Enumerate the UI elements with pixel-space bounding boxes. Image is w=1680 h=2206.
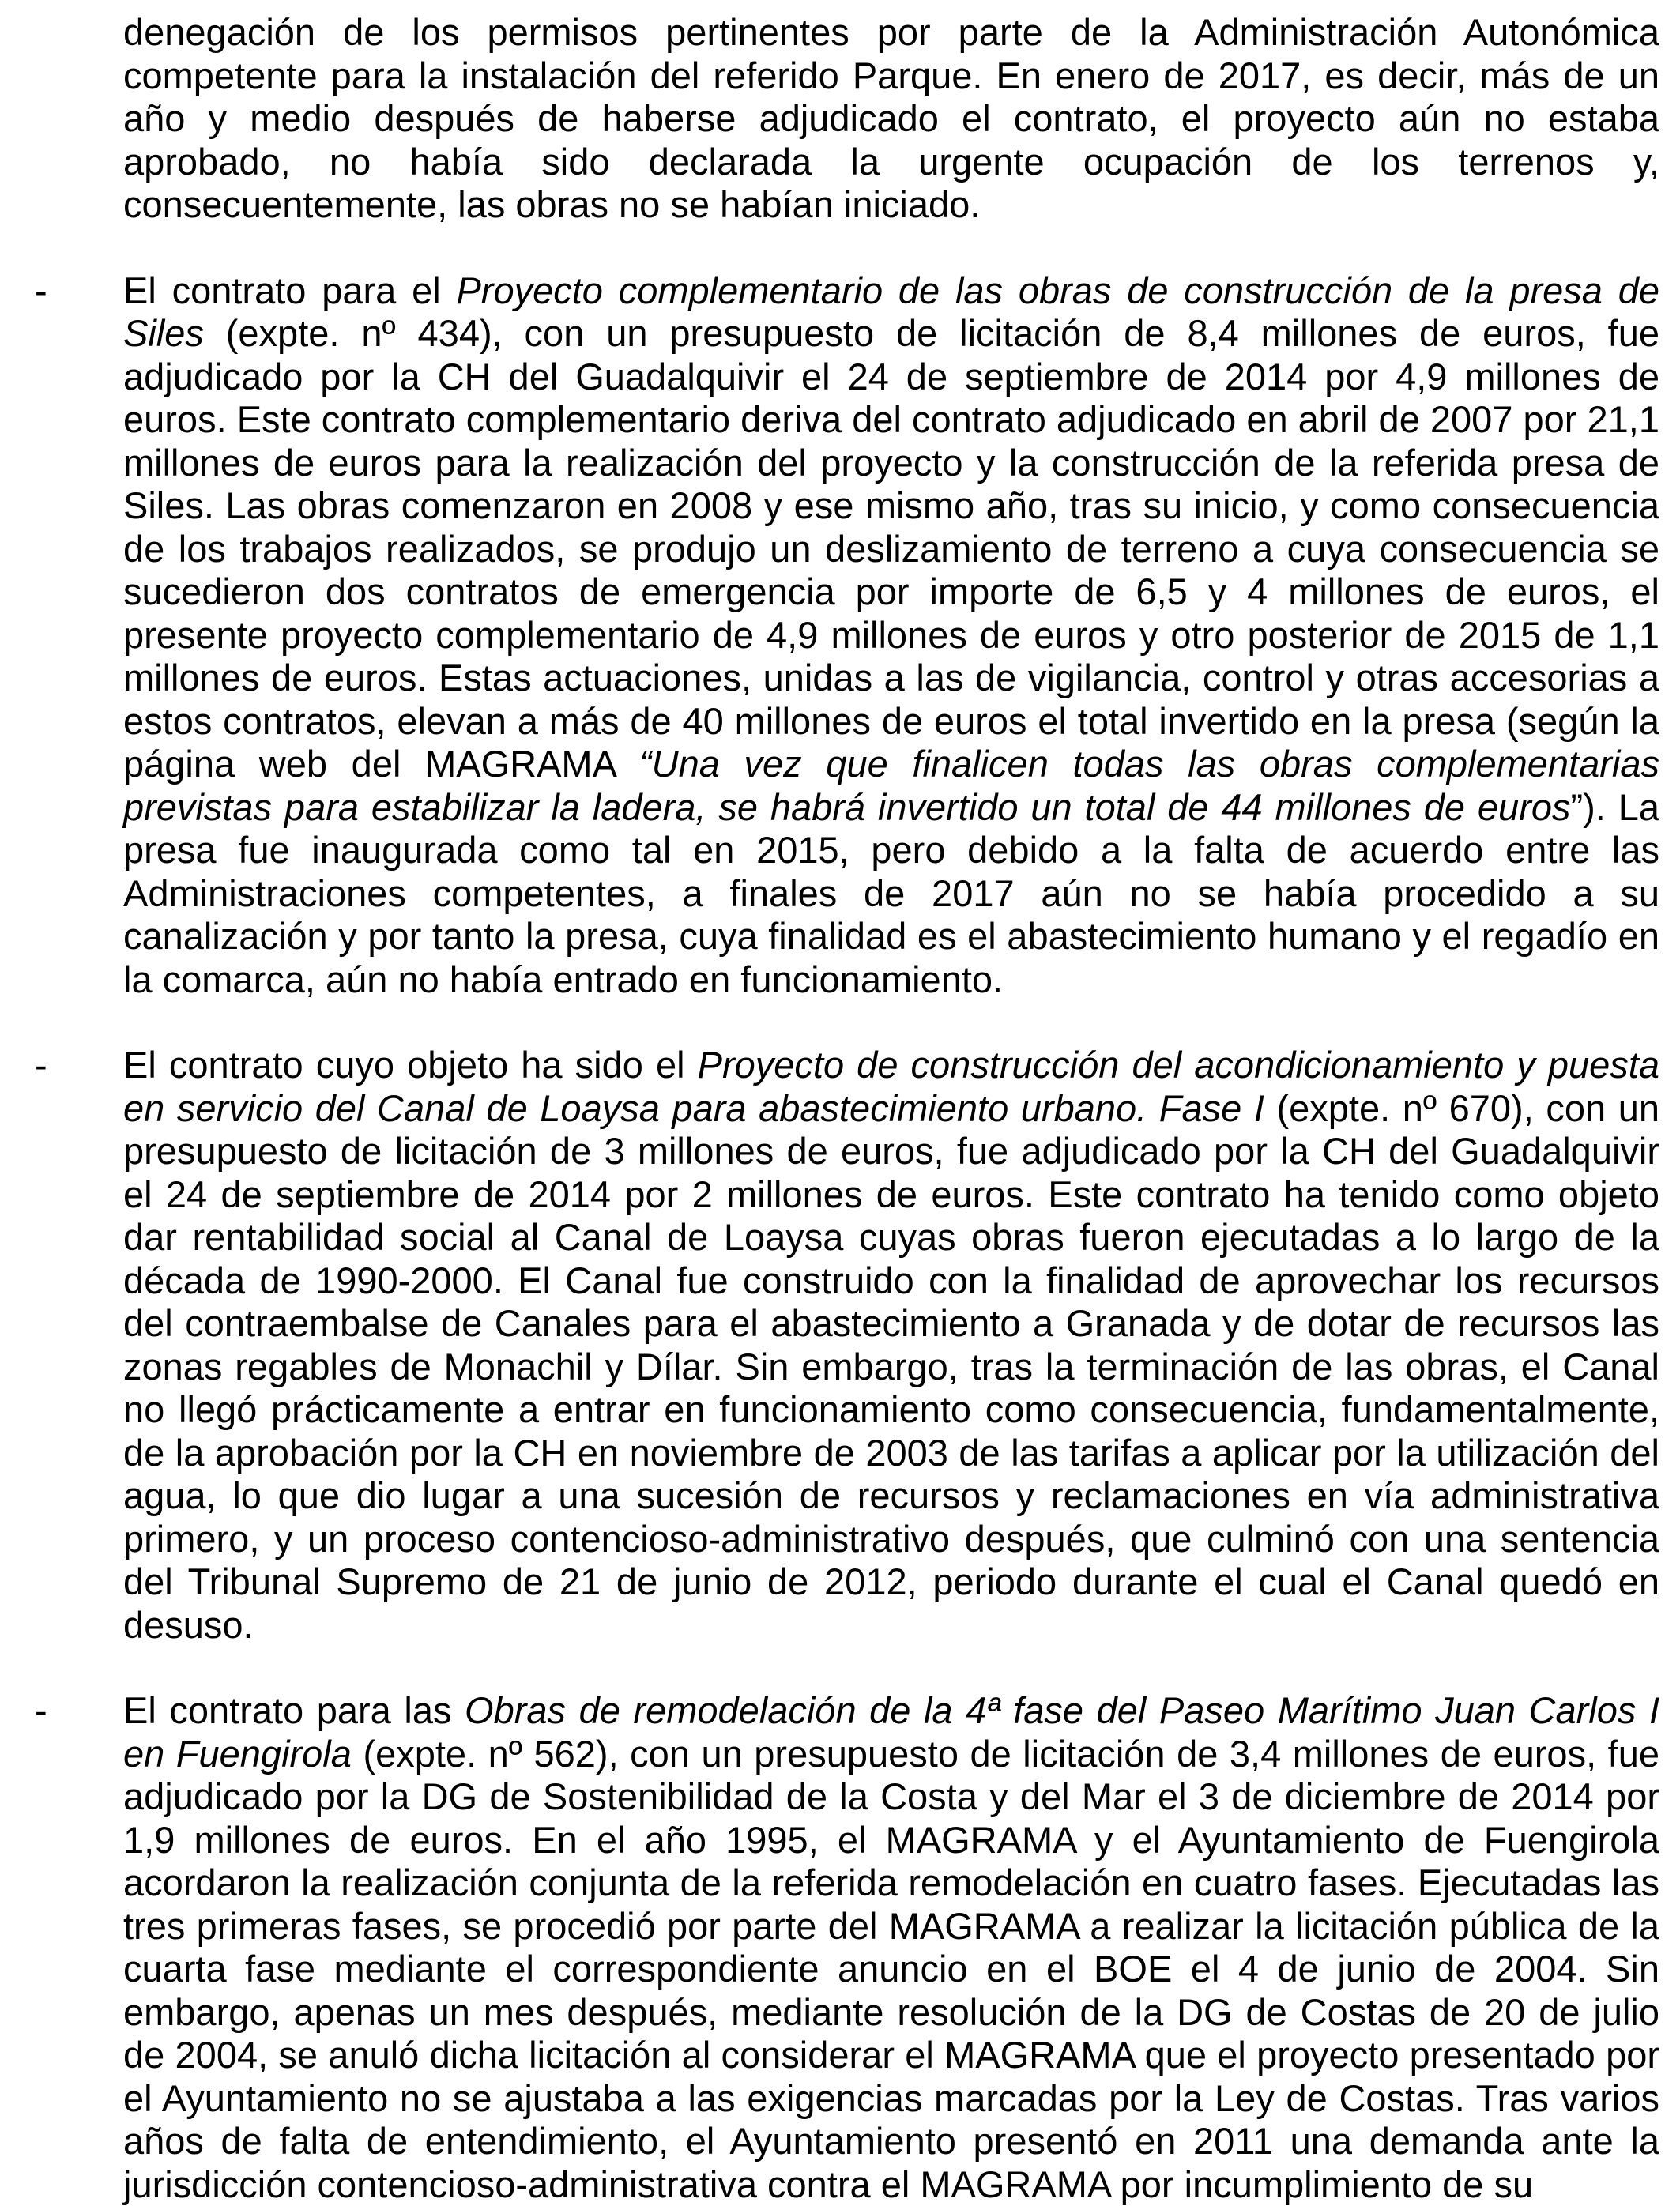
paragraph-text: denegación de los permisos pertinentes por parte de la Administración Autonómica competente para la instalación del referido Parque. En enero de 2017, es decir, más de un año y medio después de haberse adjudicado el contrato, el proyecto aún no estaba aprobado, no había sido declarada la urgente ocupación de los terrenos y, consecuentemente, las obras no se habían iniciado. <box>123 11 1659 225</box>
paragraph-text: ”). La presa fue inaugurada como tal en 2015, pero debido a la falta de acuerdo entre las Administraciones competentes, a finales de 2017 aún no se había procedido a su canalización y por tanto la presa, cuya finalidad es el abastecimiento humano y el regadío en la comarca, aún no había entrado en funcionamiento. <box>123 785 1660 1000</box>
list-dash: - <box>35 269 47 311</box>
quote-italic: “Una vez que finalicen todas las obras complementarias previstas para estabilizar la ladera, se habrá invertido un total de 44 millones de euros <box>123 743 1659 828</box>
list-item-fuengirola-promenade <box>35 1689 1660 2206</box>
project-title-italic: Obras de remodelación de la 4ª fase del Paseo Marítimo Juan Carlos I en Fuengirola <box>123 1689 1660 1775</box>
paragraph-text: (expte. nº 670), con un presupuesto de licitación de 3 millones de euros, fue adjudicado por la CH del Guadalquivir el 24 de septiembre de 2014 por 2 millones de euros. Este contrato ha tenido como objeto dar rentabilidad social al Canal de Loaysa cuyas obras fueron ejecutadas a lo largo de la década de 1990-2000. El Canal fue construido con la finalidad de aprovechar los recursos del contraembalse de Canales para el abastecimiento a Granada y de dotar de recursos las zonas regables de Monachil y Dílar. Sin embargo, tras la terminación de las obras, el Canal no llegó prácticamente a entrar en funcionamiento como consecuencia, fundamentalmente, de la aprobación por la CH en noviembre de 2003 de las tarifas a aplicar por la utilización del agua, lo que dio lugar a una sucesión de recursos y reclamaciones en vía administrativa primero, y un proceso contencioso-administrativo después, que culminó con una sentencia del Tribunal Supremo de 21 de junio de 2012, periodo durante el cual el Canal quedó en desuso. <box>123 1086 1659 1646</box>
paragraph-text: El contrato para el <box>123 269 457 311</box>
project-title-italic: Proyecto de construcción del acondicionamiento y puesta en servicio del Canal de Loaysa para abastecimiento urbano. Fase I <box>123 1044 1659 1129</box>
list-item-siles-dam <box>35 269 1660 1002</box>
paragraph-text: El contrato para las <box>123 1689 465 1731</box>
paragraph-text: El contrato cuyo objeto ha sido el <box>123 1044 698 1086</box>
list-dash: - <box>35 1044 47 1086</box>
project-title-italic: Proyecto complementario de las obras de construcción de la presa de Siles <box>123 269 1660 354</box>
paragraph-text: (expte. nº 434), con un presupuesto de licitación de 8,4 millones de euros, fue adjudicado por la CH del Guadalquivir el 24 de septiembre de 2014 por 4,9 millones de euros. Este contrato complementario deriva del contrato adjudicado en abril de 2007 por 21,1 millones de euros para la realización del proyecto y la construcción de la referida presa de Siles. Las obras comenzaron en 2008 y ese mismo año, tras su inicio, y como consecuencia de los trabajos realizados, se produjo un deslizamiento de terreno a cuya consecuencia se sucedieron dos contratos de emergencia por importe de 6,5 y 4 millones de euros, el presente proyecto complementario de 4,9 millones de euros y otro posterior de 2015 de 1,1 millones de euros. Estas actuaciones, unidas a las de vigilancia, control y otras accesorias a estos contratos, elevan a más de 40 millones de euros el total invertido en la presa (según la página web del MAGRAMA <box>123 312 1659 785</box>
list-dash: - <box>35 1689 47 1731</box>
paragraph-text: (expte. nº 562), con un presupuesto de licitación de 3,4 millones de euros, fue adjudicado por la DG de Sostenibilidad de la Costa y del Mar el 3 de diciembre de 2014 por 1,9 millones de euros. En el año 1995, el MAGRAMA y el Ayuntamiento de Fuengirola acordaron la realización conjunta de la referida remodelación en cuatro fases. Ejecutadas las tres primeras fases, se procedió por parte del MAGRAMA a realizar la licitación pública de la cuarta fase mediante el correspondiente anuncio en el BOE el 4 de junio de 2004. Sin embargo, apenas un mes después, mediante resolución de la DG de Costas de 20 de julio de 2004, se anuló dicha licitación al considerar el MAGRAMA que el proyecto presentado por el Ayuntamiento no se ajustaba a las exigencias marcadas por la Ley de Costas. Tras varios años de falta de entendimiento, el Ayuntamiento presentó en 2011 una demanda ante la jurisdicción contencioso-administrativa contra el MAGRAMA por incumplimiento de su <box>123 1732 1659 2205</box>
list-item-loaysa-canal <box>35 1044 1659 1647</box>
paragraph-continuation <box>123 11 1659 227</box>
